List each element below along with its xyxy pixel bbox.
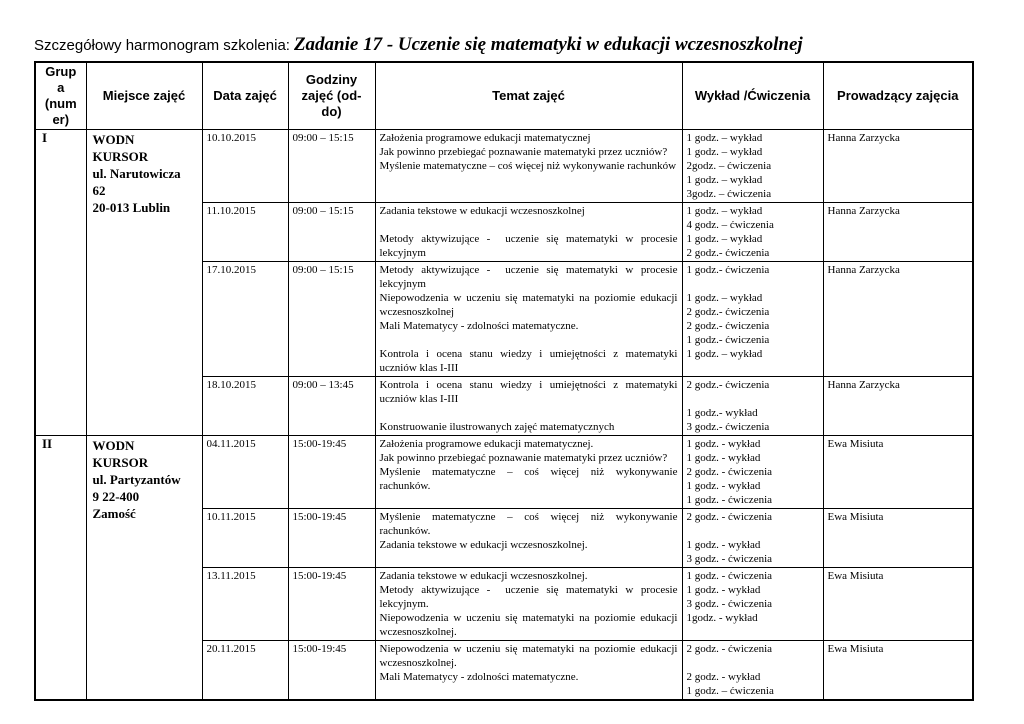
location-line: WODN <box>92 438 135 453</box>
topic-line: Niepowodzenia w uczeniu się matematyki na poziomie edukacji wczesnoszkolnej <box>379 292 681 318</box>
session-topics <box>375 509 682 568</box>
topic-line: Metody aktywizujące - uczenie się matematyki w procesie lekcyjnym <box>379 264 681 290</box>
group-number: II <box>35 436 86 701</box>
location-line: KURSOR <box>92 455 149 470</box>
topic-line <box>380 333 678 347</box>
type-line: 3 godz.- ćwiczenia <box>686 421 770 433</box>
session-lecturer: Ewa Misiuta <box>823 509 973 568</box>
session-topics <box>375 203 682 262</box>
type-line: 1 godz. - wykład <box>686 539 761 551</box>
type-line <box>687 392 819 406</box>
type-line: 1 godz. – wykład <box>686 292 763 304</box>
type-line: 1 godz.- ćwiczenia <box>686 264 770 276</box>
type-line: 2godz. – ćwiczenia <box>686 160 772 172</box>
type-line: 1 godz. – ćwiczenia <box>686 685 774 697</box>
session-hours: 15:00-19:45 <box>288 509 375 568</box>
session-lecturer: Hanna Zarzycka <box>823 130 973 203</box>
document-title <box>34 34 803 56</box>
session-lecturer: Hanna Zarzycka <box>823 203 973 262</box>
session-types <box>682 509 823 568</box>
topic-line: Metody aktywizujące - uczenie się matematyki w procesie lekcyjnym. <box>379 584 681 610</box>
schedule-body <box>35 130 973 701</box>
topic-line: Kontrola i ocena stanu wiedzy i umiejętności z matematyki uczniów klas I-III <box>379 348 681 374</box>
session-date: 10.10.2015 <box>202 130 288 203</box>
table-row <box>35 130 973 203</box>
type-line: 2 godz.- ćwiczenia <box>686 379 770 391</box>
header-type: Wykład /Ćwiczenia <box>682 62 823 130</box>
type-line: 1 godz. - wykład <box>686 452 761 464</box>
topic-line: Niepowodzenia w uczeniu się matematyki na poziomie edukacji wczesnoszkolnej. <box>379 643 681 669</box>
header-place: Miejsce zajęć <box>86 62 202 130</box>
topic-line: Myślenie matematyczne – coś więcej niż wykonywanie rachunków. <box>379 466 681 492</box>
session-topics <box>375 262 682 377</box>
session-lecturer: Ewa Misiuta <box>823 568 973 641</box>
session-hours: 09:00 – 15:15 <box>288 203 375 262</box>
location-line: Zamość <box>92 506 136 521</box>
topic-line <box>380 406 678 420</box>
session-types <box>682 262 823 377</box>
type-line <box>687 656 819 670</box>
topic-line: Myślenie matematyczne – coś więcej niż wykonywanie rachunków <box>379 160 677 172</box>
topic-line: Konstruowanie ilustrowanych zajęć matematycznych <box>379 421 615 433</box>
type-line: 3godz. – ćwiczenia <box>686 188 772 200</box>
session-date: 18.10.2015 <box>202 377 288 436</box>
session-date: 17.10.2015 <box>202 262 288 377</box>
session-hours: 15:00-19:45 <box>288 568 375 641</box>
type-line: 2 godz. - ćwiczenia <box>686 511 773 523</box>
topic-line: Mali Matematycy - zdolności matematyczne. <box>379 320 579 332</box>
header-lecturer: Prowadzący zajęcia <box>823 62 973 130</box>
type-line: 1 godz. - ćwiczenia <box>686 494 773 506</box>
session-hours: 15:00-19:45 <box>288 641 375 701</box>
table-header-row <box>35 62 973 130</box>
session-date: 04.11.2015 <box>202 436 288 509</box>
session-lecturer: Ewa Misiuta <box>823 641 973 701</box>
session-lecturer: Hanna Zarzycka <box>823 377 973 436</box>
session-types <box>682 568 823 641</box>
topic-line: Metody aktywizujące - uczenie się matematyki w procesie lekcyjnym <box>379 233 681 259</box>
type-line: 1 godz. – wykład <box>686 205 763 217</box>
session-date: 13.11.2015 <box>202 568 288 641</box>
type-line: 3 godz. - ćwiczenia <box>686 598 773 610</box>
topic-line: Myślenie matematyczne – coś więcej niż wykonywanie rachunków. <box>379 511 681 537</box>
session-types <box>682 130 823 203</box>
session-types <box>682 436 823 509</box>
type-line: 1 godz. - ćwiczenia <box>686 570 773 582</box>
session-types <box>682 203 823 262</box>
type-line: 1 godz. - wykład <box>686 480 761 492</box>
session-lecturer: Hanna Zarzycka <box>823 262 973 377</box>
type-line: 1godz. - wykład <box>686 612 758 624</box>
header-group: Grup a (num er) <box>35 62 86 130</box>
location-line: WODN <box>92 132 135 147</box>
session-hours: 09:00 – 15:15 <box>288 262 375 377</box>
location-line: 62 <box>92 183 106 198</box>
type-line: 1 godz. - wykład <box>686 584 761 596</box>
topic-line: Jak powinno przebiegać poznawanie matematyki przez uczniów? <box>379 452 668 464</box>
session-types <box>682 641 823 701</box>
location-line: ul. Partyzantów <box>92 472 181 487</box>
session-topics <box>375 436 682 509</box>
session-date: 11.10.2015 <box>202 203 288 262</box>
topic-line: Jak powinno przebiegać poznawanie matematyki przez uczniów? <box>379 146 668 158</box>
session-hours: 15:00-19:45 <box>288 436 375 509</box>
session-topics <box>375 568 682 641</box>
session-date: 10.11.2015 <box>202 509 288 568</box>
session-topics <box>375 130 682 203</box>
type-line: 2 godz. - wykład <box>686 671 761 683</box>
location-line: 9 22-400 <box>92 489 140 504</box>
session-lecturer: Ewa Misiuta <box>823 436 973 509</box>
type-line: 1 godz. – wykład <box>686 174 763 186</box>
type-line: 2 godz. - ćwiczenia <box>686 643 773 655</box>
type-line: 1 godz. – wykład <box>686 233 763 245</box>
topic-line: Założenia programowe edukacji matematycznej. <box>379 438 594 450</box>
type-line: 2 godz. - ćwiczenia <box>686 466 773 478</box>
title-label: Szczegółowy harmonogram szkolenia: <box>34 37 290 54</box>
header-date: Data zajęć <box>202 62 288 130</box>
type-line: 4 godz. – ćwiczenia <box>686 219 774 231</box>
type-line: 1 godz. – wykład <box>686 348 763 360</box>
schedule-table <box>34 61 974 701</box>
location-line: 20-013 Lublin <box>92 200 171 215</box>
training-location <box>86 436 202 701</box>
type-line: 2 godz.- ćwiczenia <box>686 306 770 318</box>
type-line: 1 godz. – wykład <box>686 146 763 158</box>
type-line: 1 godz.- ćwiczenia <box>686 334 770 346</box>
group-number: I <box>35 130 86 436</box>
session-types <box>682 377 823 436</box>
type-line: 2 godz.- ćwiczenia <box>686 247 770 259</box>
header-topic: Temat zajęć <box>375 62 682 130</box>
session-date: 20.11.2015 <box>202 641 288 701</box>
table-row <box>35 436 973 509</box>
topic-line: Kontrola i ocena stanu wiedzy i umiejętności z matematyki uczniów klas I-III <box>379 379 681 405</box>
location-line: ul. Narutowicza <box>92 166 181 181</box>
type-line: 2 godz.- ćwiczenia <box>686 320 770 332</box>
topic-line <box>380 218 678 232</box>
title-task: Zadanie 17 - Uczenie się matematyki w edukacji wczesnoszkolnej <box>293 34 803 55</box>
topic-line: Zadania tekstowe w edukacji wczesnoszkolnej. <box>379 539 588 551</box>
topic-line: Mali Matematycy - zdolności matematyczne. <box>379 671 579 683</box>
topic-line: Założenia programowe edukacji matematycznej <box>379 132 591 144</box>
topic-line: Niepowodzenia w uczeniu się matematyki na poziomie edukacji wczesnoszkolnej. <box>379 612 681 638</box>
type-line: 1 godz. - wykład <box>686 438 761 450</box>
training-location <box>86 130 202 436</box>
header-hours: Godziny zajęć (od- do) <box>288 62 375 130</box>
session-topics <box>375 641 682 701</box>
session-hours: 09:00 – 15:15 <box>288 130 375 203</box>
topic-line: Zadania tekstowe w edukacji wczesnoszkolnej <box>379 205 585 217</box>
type-line <box>687 277 819 291</box>
session-topics <box>375 377 682 436</box>
topic-line: Zadania tekstowe w edukacji wczesnoszkolnej. <box>379 570 588 582</box>
session-hours: 09:00 – 13:45 <box>288 377 375 436</box>
type-line: 1 godz.- wykład <box>686 407 758 419</box>
type-line: 3 godz. - ćwiczenia <box>686 553 773 565</box>
location-line: KURSOR <box>92 149 149 164</box>
type-line <box>687 524 819 538</box>
type-line: 1 godz. – wykład <box>686 132 763 144</box>
